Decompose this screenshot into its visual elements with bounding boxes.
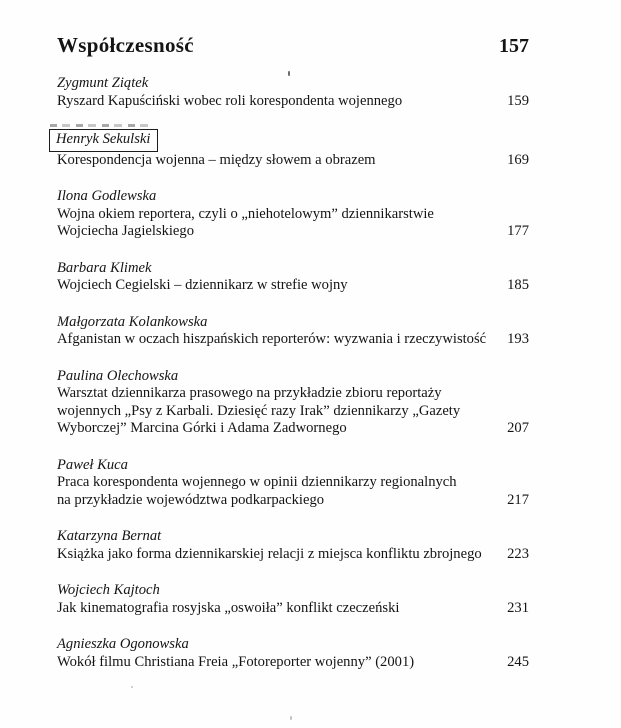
entry-title-line: Warsztat dziennikarza prasowego na przykładzie zbioru reportaży xyxy=(57,385,442,401)
entry-author-line xyxy=(57,260,529,278)
entry-author-line xyxy=(57,582,529,600)
entry-page-number: 169 xyxy=(507,151,529,168)
section-header xyxy=(57,33,529,58)
entry-title xyxy=(57,600,529,618)
toc-entry xyxy=(57,457,529,510)
entry-author: Zygmunt Ziątek xyxy=(57,75,149,91)
entry-author-line xyxy=(57,368,529,386)
section-title: Współczesność xyxy=(57,33,194,57)
entry-page-number: 193 xyxy=(507,331,529,347)
entry-title-line: Korespondencja wojenna – między słowem a obrazem xyxy=(57,151,376,168)
entry-title xyxy=(57,331,529,349)
entry-title xyxy=(57,152,529,170)
entry-title-line: Jak kinematografia rosyjska „oswoiła” konflikt czeczeński xyxy=(57,599,400,616)
entry-title-line: Książka jako forma dziennikarskiej relacji z miejsca konfliktu zbrojnego xyxy=(57,545,482,562)
entry-page-number: 185 xyxy=(507,277,529,293)
entry-author: Małgorzata Kolankowska xyxy=(57,313,208,330)
entry-author: Paulina Olechowska xyxy=(57,367,179,384)
toc-entry xyxy=(57,528,529,563)
entry-title xyxy=(57,93,529,111)
entry-author-line xyxy=(57,314,529,332)
toc-entry xyxy=(57,368,529,438)
toc-entry xyxy=(57,582,529,617)
entry-page-number: 159 xyxy=(507,92,529,109)
scan-artifact-smudge xyxy=(50,124,149,127)
entry-author-line xyxy=(57,75,529,93)
entry-title xyxy=(57,474,529,509)
scan-speck xyxy=(131,686,133,688)
entry-title-line: Wojciecha Jagielskiego xyxy=(57,223,195,239)
entry-author: Barbara Klimek xyxy=(57,259,152,276)
entry-title xyxy=(57,654,529,672)
entry-page-number: 245 xyxy=(507,653,529,670)
entry-author-boxed[interactable]: Henryk Sekulski xyxy=(49,129,158,152)
entry-page-number: 177 xyxy=(507,223,529,239)
scan-speck xyxy=(290,716,292,720)
entry-author: Ilona Godlewska xyxy=(57,188,157,204)
entry-title-line: Wokół filmu Christiana Freia „Fotoreporter wojenny” (2001) xyxy=(57,653,415,670)
toc-entry xyxy=(57,129,529,169)
entry-title xyxy=(57,385,529,438)
toc-entry-list xyxy=(57,75,529,671)
scan-speck xyxy=(288,71,290,76)
section-page-number: 157 xyxy=(499,35,529,57)
entry-title-line: wojennych „Psy z Karbali. Dziesięć razy Irak” dziennikarzy „Gazety xyxy=(57,402,461,419)
entry-author: Paweł Kuca xyxy=(57,456,128,473)
entry-author: Katarzyna Bernat xyxy=(57,528,162,544)
entry-title-line: Afganistan w oczach hiszpańskich reporterów: wyzwania i rzeczywistość xyxy=(57,331,487,347)
entry-title-line: Wojna okiem reportera, czyli o „niehotelowym” dziennikarstwie xyxy=(57,205,434,222)
entry-author-line xyxy=(57,528,529,546)
entry-author-line xyxy=(57,188,529,206)
toc-entry xyxy=(57,260,529,295)
entry-page-number: 223 xyxy=(507,545,529,562)
entry-title xyxy=(57,546,529,564)
entry-title xyxy=(57,206,529,241)
entry-title xyxy=(57,277,529,295)
entry-title-line: Praca korespondenta wojennego w opinii dziennikarzy regionalnych xyxy=(57,474,457,490)
toc-entry xyxy=(57,636,529,671)
toc-entry xyxy=(57,314,529,349)
entry-title-line: na przykładzie województwa podkarpackiego xyxy=(57,491,325,508)
toc-entry xyxy=(57,188,529,241)
entry-author: Agnieszka Ogonowska xyxy=(57,636,189,652)
entry-author-line xyxy=(57,636,529,654)
entry-author-line xyxy=(57,129,529,152)
entry-author-line xyxy=(57,457,529,475)
entry-title-line: Wyborczej” Marcina Górki i Adama Zadwornego xyxy=(57,420,347,436)
entry-page-number: 231 xyxy=(507,599,529,616)
entry-page-number: 217 xyxy=(507,491,529,508)
entry-title-line: Wojciech Cegielski – dziennikarz w strefie wojny xyxy=(57,277,348,293)
toc-entry xyxy=(57,75,529,110)
entry-author: Wojciech Kajtoch xyxy=(57,582,160,598)
entry-page-number: 207 xyxy=(507,420,529,436)
entry-title-line: Ryszard Kapuściński wobec roli korespondenta wojennego xyxy=(57,92,403,109)
